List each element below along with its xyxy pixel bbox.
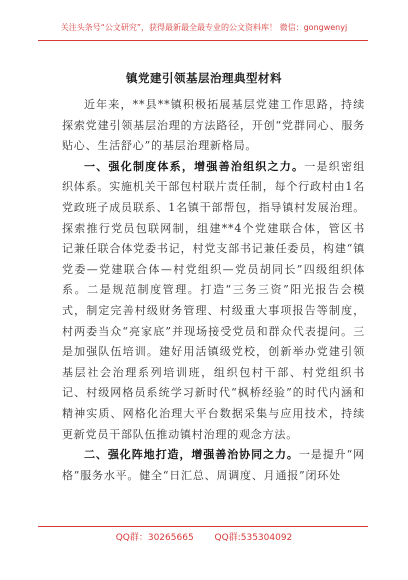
section-2-text: 一是提升“网格”服务水平。健全“日汇总、周调度、月通报”闭环处 bbox=[62, 448, 365, 482]
section-1-text: 一是织密组织体系。实施机关干部包村联片责任制，每个行政村由1名党政班子成员联系、1名镇干部帮包，指导镇村发展治理。探索推行党员包联网制，组建**4个党建联合体，管区书记兼任联合体党委书记，村党支部书记兼任委员，构建“镇党委—党建联合体—村党组织—党员胡同长”四级组织体系。二是规范制度管理。打造“三务三资”阳光报告会模式，制定完善村级财务管理、村级重大事项报告等制度，村两委当众“亮家底”并现场接受党员和群众代表提问。三是加强队伍培训。建好用活镇级党校，创新举办党建引领基层社会治理系列培训班，组织包村干部、村党组织书记、村级网格员系统学习新时代“枫桥经验”的时代内涵和精神实质、网格化治理大平台数据采集与应用技术，持续更新党员干部队伍推动镇村治理的观念方法。 bbox=[62, 159, 365, 441]
intro-paragraph: 近年来，**县**镇积极拓展基层党建工作思路，持续探索党建引领基层治理的方法路径，开创“党群同心、服务贴心、生活舒心”的基层治理新格局。 bbox=[62, 98, 365, 153]
footer-qq-secondary: QQ群:535304092 bbox=[214, 533, 293, 543]
document-title: 镇党建引领基层治理典型材料 bbox=[126, 71, 282, 85]
footer-qq-primary: QQ群：30265665 bbox=[115, 533, 194, 543]
footer-contacts bbox=[0, 530, 408, 543]
section-2-heading: 二、强化阵地打造，增强善治协同之力。 bbox=[84, 448, 299, 462]
section-2-paragraph bbox=[62, 445, 365, 486]
footer-divider bbox=[38, 526, 368, 527]
section-1-heading: 一、强化制度体系，增强善治组织之力。 bbox=[84, 159, 305, 173]
header-divider bbox=[38, 40, 368, 41]
document-body bbox=[62, 95, 365, 486]
header-banner: 关注头条号“公文研究”，获得最新最全最专业的公文资料库！ 微信：gongwenyj bbox=[60, 23, 348, 32]
section-1-paragraph bbox=[62, 157, 365, 445]
